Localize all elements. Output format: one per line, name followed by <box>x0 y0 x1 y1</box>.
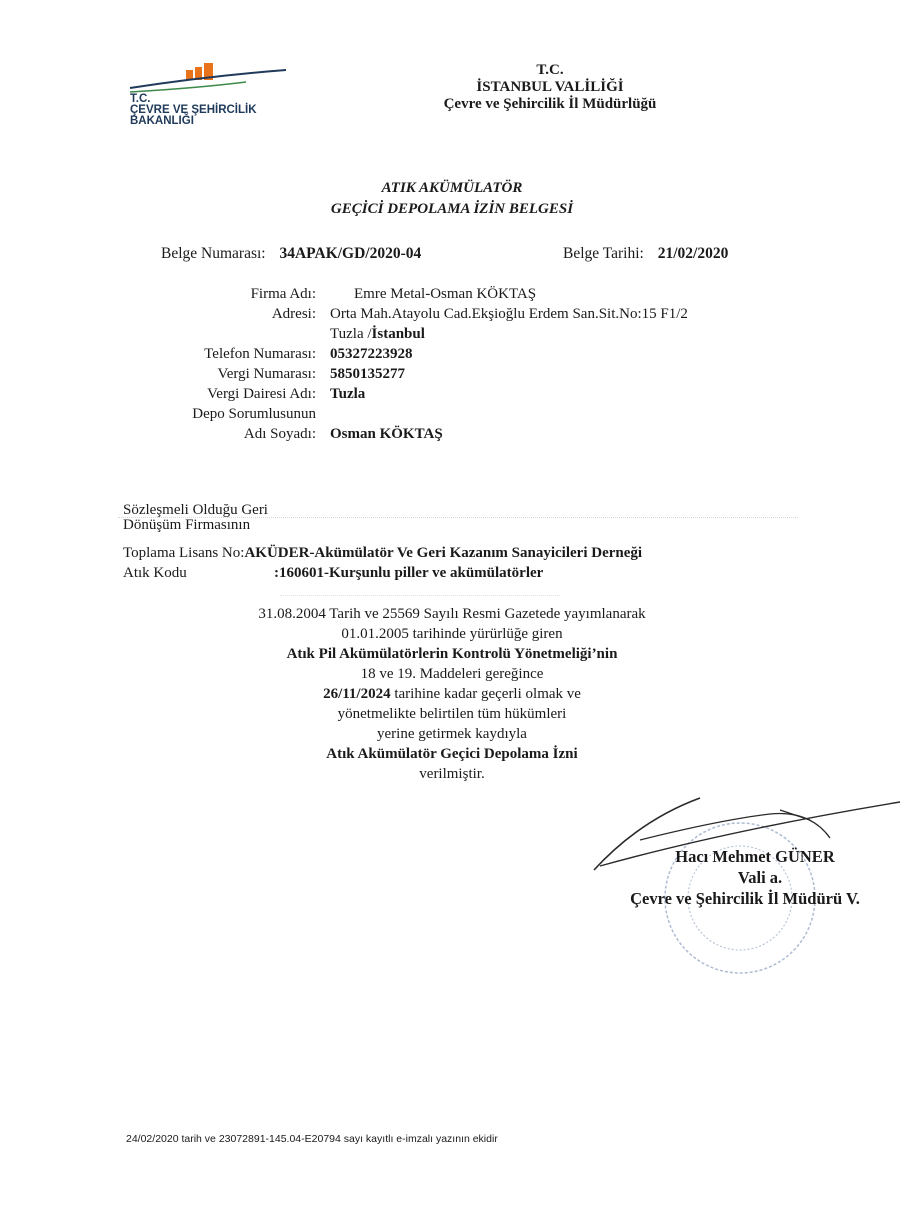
belge-date-value: 21/02/2020 <box>657 245 729 262</box>
adres-label: Adresi: <box>271 306 316 322</box>
geri-label-block <box>123 503 268 533</box>
telefon-value: 05327223928 <box>330 346 413 362</box>
header <box>380 62 720 113</box>
signature-block <box>600 846 890 909</box>
firma-label: Firma Adı: <box>250 286 316 302</box>
vergi-dairesi-value: Tuzla <box>330 386 366 402</box>
geri-value: AKÜDER-Akümülatör Ve Geri Kazanım Sanayicileri Derneği <box>244 545 643 561</box>
vergi-dairesi-label: Vergi Dairesi Adı: <box>207 386 316 402</box>
body-line7: yerine getirmek kaydıyla <box>377 726 527 742</box>
body-line9: verilmiştir. <box>419 766 485 782</box>
geri-label-line3: Toplama Lisans No: <box>123 545 245 561</box>
adres-value-line1: Orta Mah.Atayolu Cad.Ekşioğlu Erdem San.Sit.No:15 F1/2 <box>330 306 688 322</box>
belge-no-label: Belge Numarası: <box>161 245 266 262</box>
logo-line2: BAKANLIĞI <box>130 115 194 127</box>
body-line5 <box>0 686 904 703</box>
belge-date-label: Belge Tarihi: <box>563 245 644 262</box>
adres-value-line2 <box>330 326 425 343</box>
adres-city: İstanbul <box>371 326 425 342</box>
depo-label-line1: Depo Sorumlusunun <box>192 406 316 422</box>
geri-label-line2: Dönüşüm Firmasının <box>123 517 251 533</box>
body-line8: Atık Akümülatör Geçici Depolama İzni <box>326 746 578 762</box>
vergi-label: Vergi Numarası: <box>217 366 316 382</box>
body-line5-rest: tarihine kadar geçerli olmak ve <box>390 686 581 702</box>
title-line1: ATIK AKÜMÜLATÖR <box>381 180 523 196</box>
adres-city-district: Tuzla / <box>330 326 372 342</box>
atik-kodu-value: :160601-Kurşunlu piller ve akümülatörler <box>274 565 544 581</box>
ministry-logo <box>128 58 298 138</box>
depo-label-line2: Adı Soyadı: <box>243 426 316 442</box>
title-line2: GEÇİCİ DEPOLAMA İZİN BELGESİ <box>330 201 574 217</box>
body-line4: 18 ve 19. Maddeleri gereğince <box>360 666 544 682</box>
ministry-logo-icon <box>128 58 298 98</box>
signature-role: Çevre ve Şehircilik İl Müdürü V. <box>630 889 860 908</box>
firma-value: Emre Metal-Osman KÖKTAŞ <box>354 286 537 302</box>
signature-title: Vali a. <box>737 868 783 887</box>
geri-license-row <box>123 545 642 562</box>
vergi-value: 5850135277 <box>330 366 405 382</box>
logo-tc: T.C. <box>130 93 151 105</box>
header-mudurluk: Çevre ve Şehircilik İl Müdürlüğü <box>443 96 657 112</box>
body-line6: yönetmelikte belirtilen tüm hükümleri <box>337 706 567 722</box>
validity-date: 26/11/2024 <box>323 686 391 702</box>
body-line2: 01.01.2005 tarihinde yürürlüğe giren <box>341 626 563 642</box>
body-line3: Atık Pil Akümülatörlerin Kontrolü Yönetmeliği’nin <box>286 646 618 662</box>
belge-number-row <box>161 245 421 263</box>
header-valilik: İSTANBUL VALİLİĞİ <box>476 79 624 95</box>
atik-kodu-label: Atık Kodu <box>123 565 187 581</box>
telefon-label: Telefon Numarası: <box>204 346 316 362</box>
belge-date-row <box>563 245 728 263</box>
geri-label-line1: Sözleşmeli Olduğu Geri <box>123 502 268 518</box>
document-title <box>0 178 904 220</box>
depo-value: Osman KÖKTAŞ <box>330 426 443 442</box>
body-line1: 31.08.2004 Tarih ve 25569 Sayılı Resmi Gazetede yayımlanarak <box>258 606 646 622</box>
faint-watermark-line-2 <box>280 595 560 598</box>
belge-no-value: 34APAK/GD/2020-04 <box>279 245 422 262</box>
signature-name: Hacı Mehmet GÜNER <box>675 847 835 866</box>
footer-note: 24/02/2020 tarih ve 23072891-145.04-E20794 sayı kayıtlı e-imzalı yazının ekidir <box>126 1133 498 1145</box>
logo-line1: ÇEVRE VE ŞEHİRCİLİK <box>130 104 257 116</box>
header-tc: T.C. <box>536 62 564 78</box>
